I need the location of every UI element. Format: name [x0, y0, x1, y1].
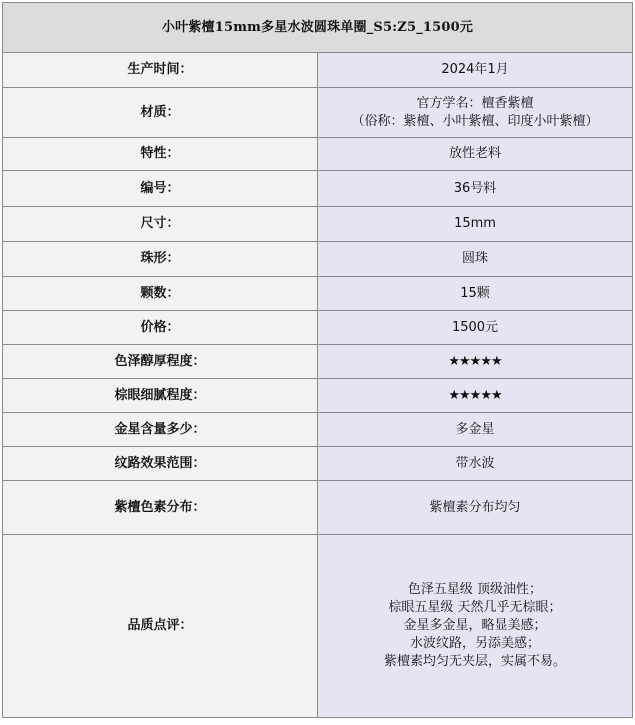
- row-value-bead-count: 15颗: [318, 277, 633, 311]
- table-row: [3, 277, 633, 311]
- material-line-official: 官方学名：檀香紫檀: [416, 95, 534, 111]
- table-row: [3, 171, 633, 207]
- review-line: 紫檀素均匀无夹层，实属不易。: [383, 654, 566, 669]
- row-value-material: [318, 88, 633, 138]
- pore-fineness-rating-stars: ★★★★★: [318, 379, 633, 413]
- page-title: 小叶紫檀15mm多星水波圆珠单圈_S5:Z5_1500元: [3, 3, 633, 53]
- table-row: [3, 311, 633, 345]
- table-row: [3, 535, 633, 718]
- row-label-production-date: 生产时间：: [3, 53, 318, 88]
- row-label-price: 价格：: [3, 311, 318, 345]
- row-label-gold-star: 金星含量多少：: [3, 413, 318, 447]
- row-label-number: 编号：: [3, 171, 318, 207]
- table-row: [3, 242, 633, 277]
- row-value-quality-review: [318, 535, 633, 718]
- table-row: [3, 138, 633, 171]
- row-value-price: 1500元: [318, 311, 633, 345]
- table-row: [3, 413, 633, 447]
- row-label-property: 特性：: [3, 138, 318, 171]
- row-label-bead-count: 颗数：: [3, 277, 318, 311]
- row-value-production-date: 2024年1月: [318, 53, 633, 88]
- material-line-common: （俗称：紫檀、小叶紫檀、印度小叶紫檀）: [351, 113, 599, 129]
- table-row: [3, 88, 633, 138]
- review-line: 棕眼五星级 天然几乎无棕眼；: [388, 600, 562, 615]
- row-value-size: 15mm: [318, 207, 633, 242]
- row-label-bead-shape: 珠形：: [3, 242, 318, 277]
- product-spec-table: [2, 2, 633, 718]
- row-label-pore-fineness: 棕眼细腻程度：: [3, 379, 318, 413]
- table-row: [3, 379, 633, 413]
- table-row: [3, 53, 633, 88]
- row-label-size: 尺寸：: [3, 207, 318, 242]
- row-value-gold-star: 多金星: [318, 413, 633, 447]
- table-row: [3, 207, 633, 242]
- row-label-color-richness: 色泽醇厚程度：: [3, 345, 318, 379]
- table-row: [3, 345, 633, 379]
- table-row: [3, 447, 633, 481]
- row-value-bead-shape: 圆珠: [318, 242, 633, 277]
- row-label-material: 材质：: [3, 88, 318, 138]
- review-line: 金星多金星，略显美感；: [403, 618, 547, 633]
- row-label-quality-review: 品质点评：: [3, 535, 318, 718]
- row-value-property: 放性老料: [318, 138, 633, 171]
- review-line: 水波纹路，另添美感；: [409, 636, 540, 651]
- row-value-number: 36号料: [318, 171, 633, 207]
- row-value-grain-effect: 带水波: [318, 447, 633, 481]
- color-richness-rating-stars: ★★★★★: [318, 345, 633, 379]
- row-value-pigment-distribution: 紫檀素分布均匀: [318, 481, 633, 535]
- row-label-pigment-distribution: 紫檀色素分布：: [3, 481, 318, 535]
- row-label-grain-effect: 纹路效果范围：: [3, 447, 318, 481]
- review-line: 色泽五星级 顶级油性；: [407, 582, 543, 597]
- table-row: [3, 481, 633, 535]
